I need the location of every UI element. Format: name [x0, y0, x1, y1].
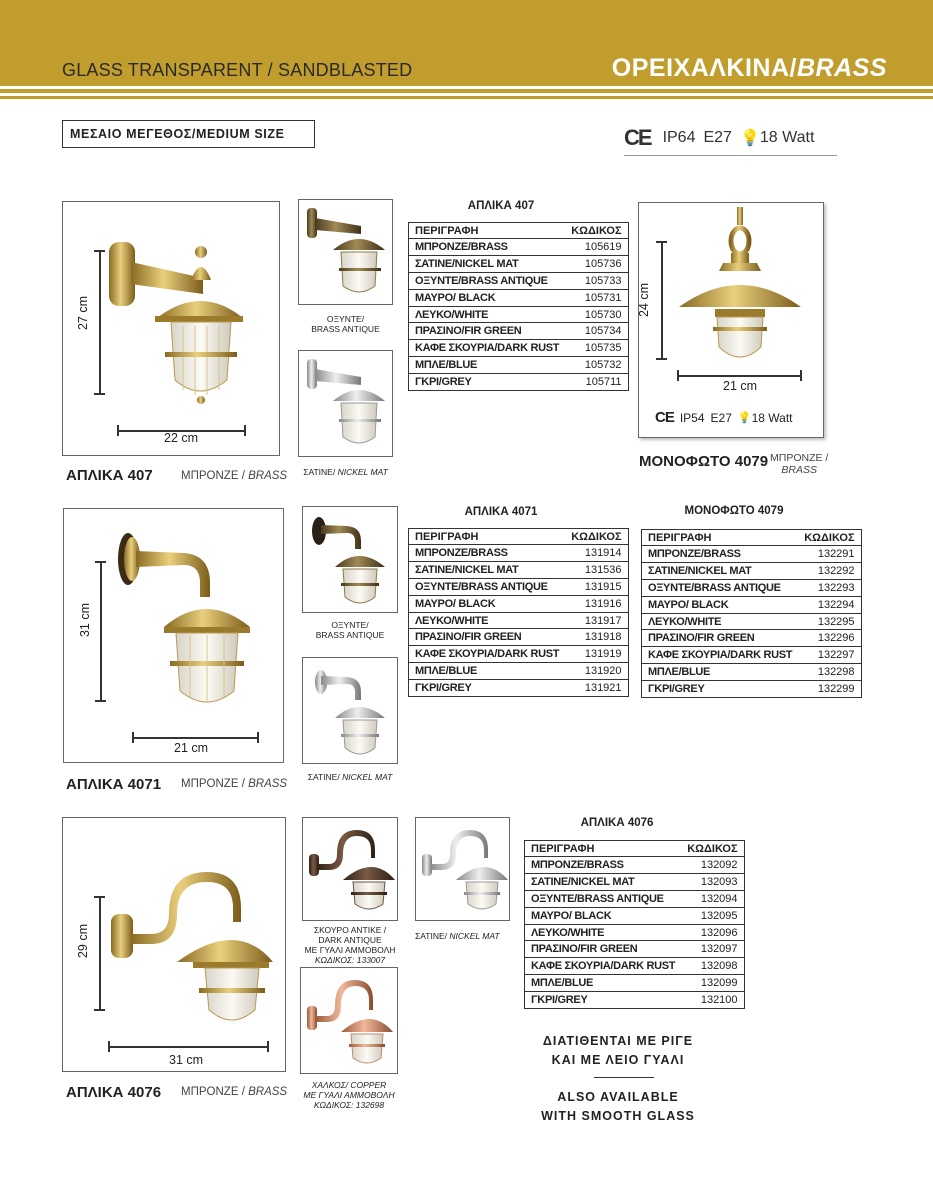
finish-description: ΜΠΡΟΝΖΕ/BRASS	[409, 239, 566, 256]
product-4076-variant-nickel-photo	[415, 817, 510, 921]
finish-description: ΣΑΤΙΝΕ/NICKEL MAT	[642, 562, 799, 579]
caption-line: ΟΞΥΝΤΕ/	[331, 620, 369, 630]
socket-type: E27	[703, 128, 732, 146]
finish-greek: ΜΠΡΟΝΖΕ /	[181, 470, 249, 482]
table-row	[642, 546, 862, 563]
table-row	[409, 561, 629, 578]
table-row	[409, 646, 629, 663]
product-407-variant-nickel-photo	[298, 350, 393, 457]
product-407-finish	[181, 470, 287, 482]
product-code: 132295	[798, 613, 861, 630]
table-row	[409, 255, 629, 272]
finish-description: ΛΕΥΚΟ/WHITE	[409, 306, 566, 323]
pendant-lamp-4079-image	[675, 207, 805, 367]
product-code: 105711	[585, 376, 622, 389]
product-code: 131918	[565, 629, 628, 646]
caption-line: ΣΚΟΥΡΟ ΑΝΤΙΚΕ /	[313, 925, 387, 935]
caption-code: ΚΩΔΙΚΟΣ: 133007	[314, 955, 386, 965]
header-stripe	[0, 96, 933, 99]
finish-description: ΜΑΥΡΟ/ BLACK	[409, 289, 566, 306]
certification-bar	[624, 120, 837, 156]
product-4076-variant-dark-antique-photo	[302, 817, 398, 921]
availability-line: ΔΙΑΤΙΘΕΝΤΑΙ ΜΕ ΡΙΓΕ	[542, 1034, 694, 1048]
finish-description: ΜΠΛΕ/BLUE	[409, 357, 566, 374]
caption-english: NICKEL MAT	[342, 772, 393, 782]
finish-description: ΟΞΥΝΤΕ/BRASS ANTIQUE	[525, 890, 682, 907]
table-row	[525, 992, 745, 1009]
table-4079-title: ΜΟΝΟΦΩΤΟ 4079	[684, 505, 784, 517]
finish-english: BRASS	[248, 1086, 288, 1098]
product-code: 131921	[584, 682, 622, 695]
finish-description: ΜΑΥΡΟ/ BLACK	[525, 907, 682, 924]
caption-line: ΜΕ ΓΥΑΛΙ ΑΜΜΟΒΟΛΗ	[303, 1090, 395, 1100]
wall-lamp-antique-image	[309, 511, 393, 609]
product-code: 105732	[565, 357, 628, 374]
product-code: 131919	[565, 646, 628, 663]
column-header-code: ΚΩΔΙΚΟΣ	[565, 529, 628, 545]
product-code: 105735	[565, 340, 628, 357]
header-material-english: BRASS	[796, 54, 887, 82]
product-code: 132296	[798, 630, 861, 647]
product-4076-variant-dark-antique-caption	[298, 925, 402, 965]
product-code: 105619	[565, 239, 628, 256]
height-dimension: 27 cm	[76, 295, 91, 331]
dimension-tick	[800, 370, 802, 381]
table-row	[409, 595, 629, 612]
dimension-tick	[117, 425, 119, 436]
column-header-code: ΚΩΔΙΚΟΣ	[798, 530, 861, 546]
product-code: 132293	[798, 579, 861, 596]
caption-line: ΧΑΛΚΟΣ/ COPPER	[311, 1080, 387, 1090]
table-row	[409, 272, 629, 289]
table-row	[525, 941, 745, 958]
dimension-tick	[257, 732, 259, 743]
product-code: 132099	[681, 975, 744, 992]
wall-lamp-antique-image	[305, 206, 387, 300]
height-dimension-line	[99, 250, 101, 394]
product-code: 105731	[565, 289, 628, 306]
finish-description: ΓΚΡΙ/GREY	[415, 376, 472, 389]
finish-description: ΟΞΥΝΤΕ/BRASS ANTIQUE	[409, 272, 566, 289]
wall-lamp-407-image	[103, 240, 243, 410]
product-4076-photo	[62, 817, 286, 1072]
table-row	[642, 579, 862, 596]
column-header-code: ΚΩΔΙΚΟΣ	[565, 223, 628, 239]
table-header-row	[525, 841, 745, 857]
dimension-tick	[656, 358, 667, 360]
ip-rating: IP64	[662, 128, 696, 146]
power-rating: 18 Watt	[759, 128, 815, 146]
finish-greek: ΜΠΡΟΝΖΕ /	[770, 452, 829, 464]
finish-description: ΚΑΦΕ ΣΚΟΥΡΙΑ/DARK RUST	[409, 646, 566, 663]
finish-description: ΓΚΡΙ/GREY	[648, 683, 705, 696]
height-dimension-line	[99, 896, 101, 1010]
product-4079-certification	[655, 409, 793, 426]
height-dimension-line	[100, 561, 102, 701]
product-code: 132100	[700, 994, 738, 1007]
column-header-description: ΠΕΡΙΓΡΑΦΗ	[642, 530, 799, 546]
product-4076-variant-copper-caption	[296, 1080, 402, 1110]
product-407-variant-nickel-caption	[298, 467, 393, 477]
table-row	[409, 306, 629, 323]
finish-description: ΜΑΥΡΟ/ BLACK	[409, 595, 566, 612]
wall-lamp-nickel-image	[309, 662, 393, 760]
table-row	[409, 374, 629, 391]
table-header-row	[642, 530, 862, 546]
caption-line: BRASS ANTIQUE	[311, 324, 380, 334]
table-row	[642, 613, 862, 630]
column-header-description: ΠΕΡΙΓΡΑΦΗ	[409, 223, 566, 239]
table-4079	[641, 529, 862, 698]
dimension-tick	[94, 250, 105, 252]
product-code: 132094	[681, 890, 744, 907]
finish-description: ΜΠΡΟΝΖΕ/BRASS	[642, 546, 799, 563]
table-4076-title: ΑΠΛΙΚΑ 4076	[580, 817, 654, 829]
wall-lamp-nickel-image	[420, 824, 508, 916]
width-dimension: 21 cm	[174, 741, 209, 755]
dimension-tick	[95, 561, 106, 563]
product-4079-name: ΜΟΝΟΦΩΤΟ 4079	[639, 453, 769, 470]
product-code: 131917	[565, 612, 628, 629]
product-407-photo	[62, 201, 280, 456]
finish-description: ΛΕΥΚΟ/WHITE	[409, 612, 566, 629]
table-4076	[524, 840, 745, 1009]
product-code: 132093	[681, 873, 744, 890]
finish-description: ΠΡΑΣΙΝΟ/FIR GREEN	[525, 941, 682, 958]
finish-description: ΣΑΤΙΝΕ/NICKEL MAT	[409, 255, 566, 272]
finish-english: BRASS	[248, 778, 288, 790]
height-dimension: 24 cm	[637, 282, 652, 318]
table-row	[409, 663, 629, 680]
finish-english: BRASS	[248, 470, 288, 482]
table-row	[409, 340, 629, 357]
height-dimension: 29 cm	[76, 923, 91, 959]
finish-description: ΓΚΡΙ/GREY	[415, 682, 472, 695]
dimension-tick	[94, 393, 105, 395]
column-header-description: ΠΕΡΙΓΡΑΦΗ	[525, 841, 682, 857]
header-glass-type: GLASS TRANSPARENT / SANDBLASTED	[62, 60, 413, 80]
product-code: 131915	[565, 578, 628, 595]
wall-lamp-4071-image	[114, 531, 254, 711]
ce-mark: CE	[655, 409, 674, 426]
availability-line: WITH SMOOTH GLASS	[541, 1109, 695, 1123]
table-row	[409, 289, 629, 306]
width-dimension: 21 cm	[723, 379, 758, 393]
table-row	[525, 958, 745, 975]
table-row	[525, 890, 745, 907]
wall-lamp-nickel-image	[305, 357, 387, 451]
product-code: 132095	[681, 907, 744, 924]
dimension-tick	[244, 425, 246, 436]
table-407-title: ΑΠΛΙΚΑ 407	[467, 200, 535, 212]
table-row	[409, 612, 629, 629]
availability-note-english	[520, 1088, 716, 1126]
header-material-greek: ΟΡΕΙΧΑΛΚΙΝΑ/	[611, 54, 797, 82]
product-407-variant-antique-photo	[298, 199, 393, 305]
product-4071-variant-nickel-photo	[302, 657, 398, 764]
table-row	[525, 857, 745, 874]
product-4076-name: ΑΠΛΙΚΑ 4076	[66, 1084, 162, 1101]
finish-greek: ΜΠΡΟΝΖΕ /	[181, 1086, 249, 1098]
table-row	[642, 562, 862, 579]
width-dimension-line	[677, 375, 801, 377]
product-code: 105730	[565, 306, 628, 323]
table-row	[642, 647, 862, 664]
product-4071-photo	[63, 508, 284, 763]
dimension-tick	[267, 1041, 269, 1052]
table-header-row	[409, 223, 629, 239]
product-code: 131536	[565, 561, 628, 578]
product-4076-variant-copper-photo	[300, 967, 398, 1074]
product-4071-finish	[181, 778, 287, 790]
table-header-row	[409, 529, 629, 545]
table-row	[409, 239, 629, 256]
size-label: ΜΕΣΑΙΟ ΜΕΓΕΘΟΣ/MEDIUM SIZE	[62, 120, 315, 148]
caption-line: DARK ANTIQUE	[318, 935, 382, 945]
table-row	[525, 924, 745, 941]
dimension-tick	[132, 732, 134, 743]
dimension-tick	[94, 1009, 105, 1011]
finish-description: ΣΑΤΙΝΕ/NICKEL MAT	[409, 561, 566, 578]
finish-description: ΛΕΥΚΟ/WHITE	[642, 613, 799, 630]
finish-greek: ΜΠΡΟΝΖΕ /	[181, 778, 249, 790]
finish-description: ΜΠΡΟΝΖΕ/BRASS	[409, 545, 566, 562]
table-407	[408, 222, 629, 391]
product-code: 132092	[681, 857, 744, 874]
wall-lamp-4076-image	[107, 858, 277, 1038]
bulb-icon: 💡	[737, 412, 752, 424]
product-code: 132299	[817, 683, 855, 696]
finish-description: ΓΚΡΙ/GREY	[531, 994, 588, 1007]
product-code: 132097	[681, 941, 744, 958]
table-row	[409, 323, 629, 340]
product-4071-variant-antique-photo	[302, 506, 398, 613]
caption-line: BRASS ANTIQUE	[315, 630, 385, 640]
product-code: 132291	[798, 546, 861, 563]
finish-description: ΠΡΑΣΙΝΟ/FIR GREEN	[409, 323, 566, 340]
finish-description: ΜΠΛΕ/BLUE	[525, 975, 682, 992]
product-code: 105736	[565, 255, 628, 272]
product-407-name: ΑΠΛΙΚΑ 407	[66, 467, 153, 484]
finish-description: ΚΑΦΕ ΣΚΟΥΡΙΑ/DARK RUST	[642, 647, 799, 664]
finish-description: ΜΠΛΕ/BLUE	[409, 663, 566, 680]
finish-description: ΣΑΤΙΝΕ/NICKEL MAT	[525, 873, 682, 890]
width-dimension: 22 cm	[164, 431, 199, 445]
column-header-code: ΚΩΔΙΚΟΣ	[681, 841, 744, 857]
product-code: 132098	[681, 958, 744, 975]
finish-description: ΜΠΡΟΝΖΕ/BRASS	[525, 857, 682, 874]
socket-type: E27	[710, 410, 732, 425]
table-row	[409, 357, 629, 374]
product-code: 132297	[798, 647, 861, 664]
dimension-tick	[94, 896, 105, 898]
finish-description: ΛΕΥΚΟ/WHITE	[525, 924, 682, 941]
product-4079-finish	[770, 452, 828, 476]
caption-greek: ΣΑΤΙΝΕ/	[307, 772, 343, 782]
product-4076-finish	[181, 1086, 287, 1098]
caption-english: NICKEL MAT	[337, 467, 388, 477]
table-row	[525, 873, 745, 890]
product-code: 132292	[798, 562, 861, 579]
bulb-icon: 💡	[739, 129, 760, 147]
dimension-tick	[108, 1041, 110, 1052]
table-4071-title: ΑΠΛΙΚΑ 4071	[464, 506, 538, 518]
product-code: 131914	[565, 545, 628, 562]
column-header-description: ΠΕΡΙΓΡΑΦΗ	[409, 529, 566, 545]
width-dimension: 31 cm	[169, 1053, 204, 1067]
finish-description: ΚΑΦΕ ΣΚΟΥΡΙΑ/DARK RUST	[409, 340, 566, 357]
product-4071-variant-antique-caption	[302, 620, 398, 640]
product-407-variant-antique-caption	[298, 314, 393, 334]
dimension-tick	[95, 700, 106, 702]
power-rating: 18 Watt	[751, 410, 793, 425]
table-row	[409, 578, 629, 595]
finish-description: ΟΞΥΝΤΕ/BRASS ANTIQUE	[409, 578, 566, 595]
table-row	[642, 681, 862, 698]
product-code: 131920	[565, 663, 628, 680]
product-code: 105734	[565, 323, 628, 340]
product-4079-photo	[638, 202, 824, 438]
table-row	[642, 630, 862, 647]
finish-description: ΜΑΥΡΟ/ BLACK	[642, 596, 799, 613]
height-dimension-line	[661, 241, 663, 359]
caption-greek: ΣΑΤΙΝΕ/	[303, 467, 338, 477]
finish-description: ΠΡΑΣΙΝΟ/FIR GREEN	[409, 629, 566, 646]
finish-description: ΚΑΦΕ ΣΚΟΥΡΙΑ/DARK RUST	[525, 958, 682, 975]
availability-line: ΚΑΙ ΜΕ ΛΕΙΟ ΓΥΑΛΙ	[551, 1053, 685, 1067]
header-stripe	[0, 89, 933, 93]
product-code: 105733	[565, 272, 628, 289]
table-row	[409, 629, 629, 646]
product-code: 132298	[798, 664, 861, 681]
height-dimension: 31 cm	[78, 602, 93, 638]
header-material	[612, 54, 887, 83]
table-row	[642, 596, 862, 613]
table-4071	[408, 528, 629, 697]
product-code: 132096	[681, 924, 744, 941]
table-row	[642, 664, 862, 681]
caption-greek: ΣΑΤΙΝΕ/	[415, 931, 450, 941]
product-4071-name: ΑΠΛΙΚΑ 4071	[66, 776, 162, 793]
caption-english: NICKEL MAT	[449, 931, 500, 941]
dimension-tick	[677, 370, 679, 381]
table-row	[525, 907, 745, 924]
product-code: 132294	[798, 596, 861, 613]
wall-lamp-dark-antique-image	[307, 824, 395, 916]
product-4071-variant-nickel-caption	[302, 772, 398, 782]
table-row	[409, 680, 629, 697]
finish-description: ΜΠΛΕ/BLUE	[642, 664, 799, 681]
ip-rating: IP54	[679, 410, 705, 425]
width-dimension-line	[132, 737, 258, 739]
product-code: 131916	[565, 595, 628, 612]
availability-note-greek	[520, 1032, 716, 1070]
finish-description: ΠΡΑΣΙΝΟ/FIR GREEN	[642, 630, 799, 647]
caption-line: ΜΕ ΓΥΑΛΙ ΑΜΜΟΒΟΛΗ	[304, 945, 396, 955]
finish-description: ΟΞΥΝΤΕ/BRASS ANTIQUE	[642, 579, 799, 596]
caption-code: ΚΩΔΙΚΟΣ: 132698	[313, 1100, 385, 1110]
caption-line: ΟΞΥΝΤΕ/	[326, 314, 365, 324]
finish-english: BRASS	[781, 464, 817, 476]
width-dimension-line	[108, 1046, 268, 1048]
dimension-tick	[656, 241, 667, 243]
product-4076-variant-nickel-caption	[415, 931, 519, 941]
table-row	[409, 545, 629, 562]
availability-line: ALSO AVAILABLE	[557, 1090, 679, 1104]
divider	[594, 1077, 654, 1078]
ce-mark: CE	[624, 124, 651, 150]
table-row	[525, 975, 745, 992]
wall-lamp-copper-image	[305, 974, 395, 1070]
